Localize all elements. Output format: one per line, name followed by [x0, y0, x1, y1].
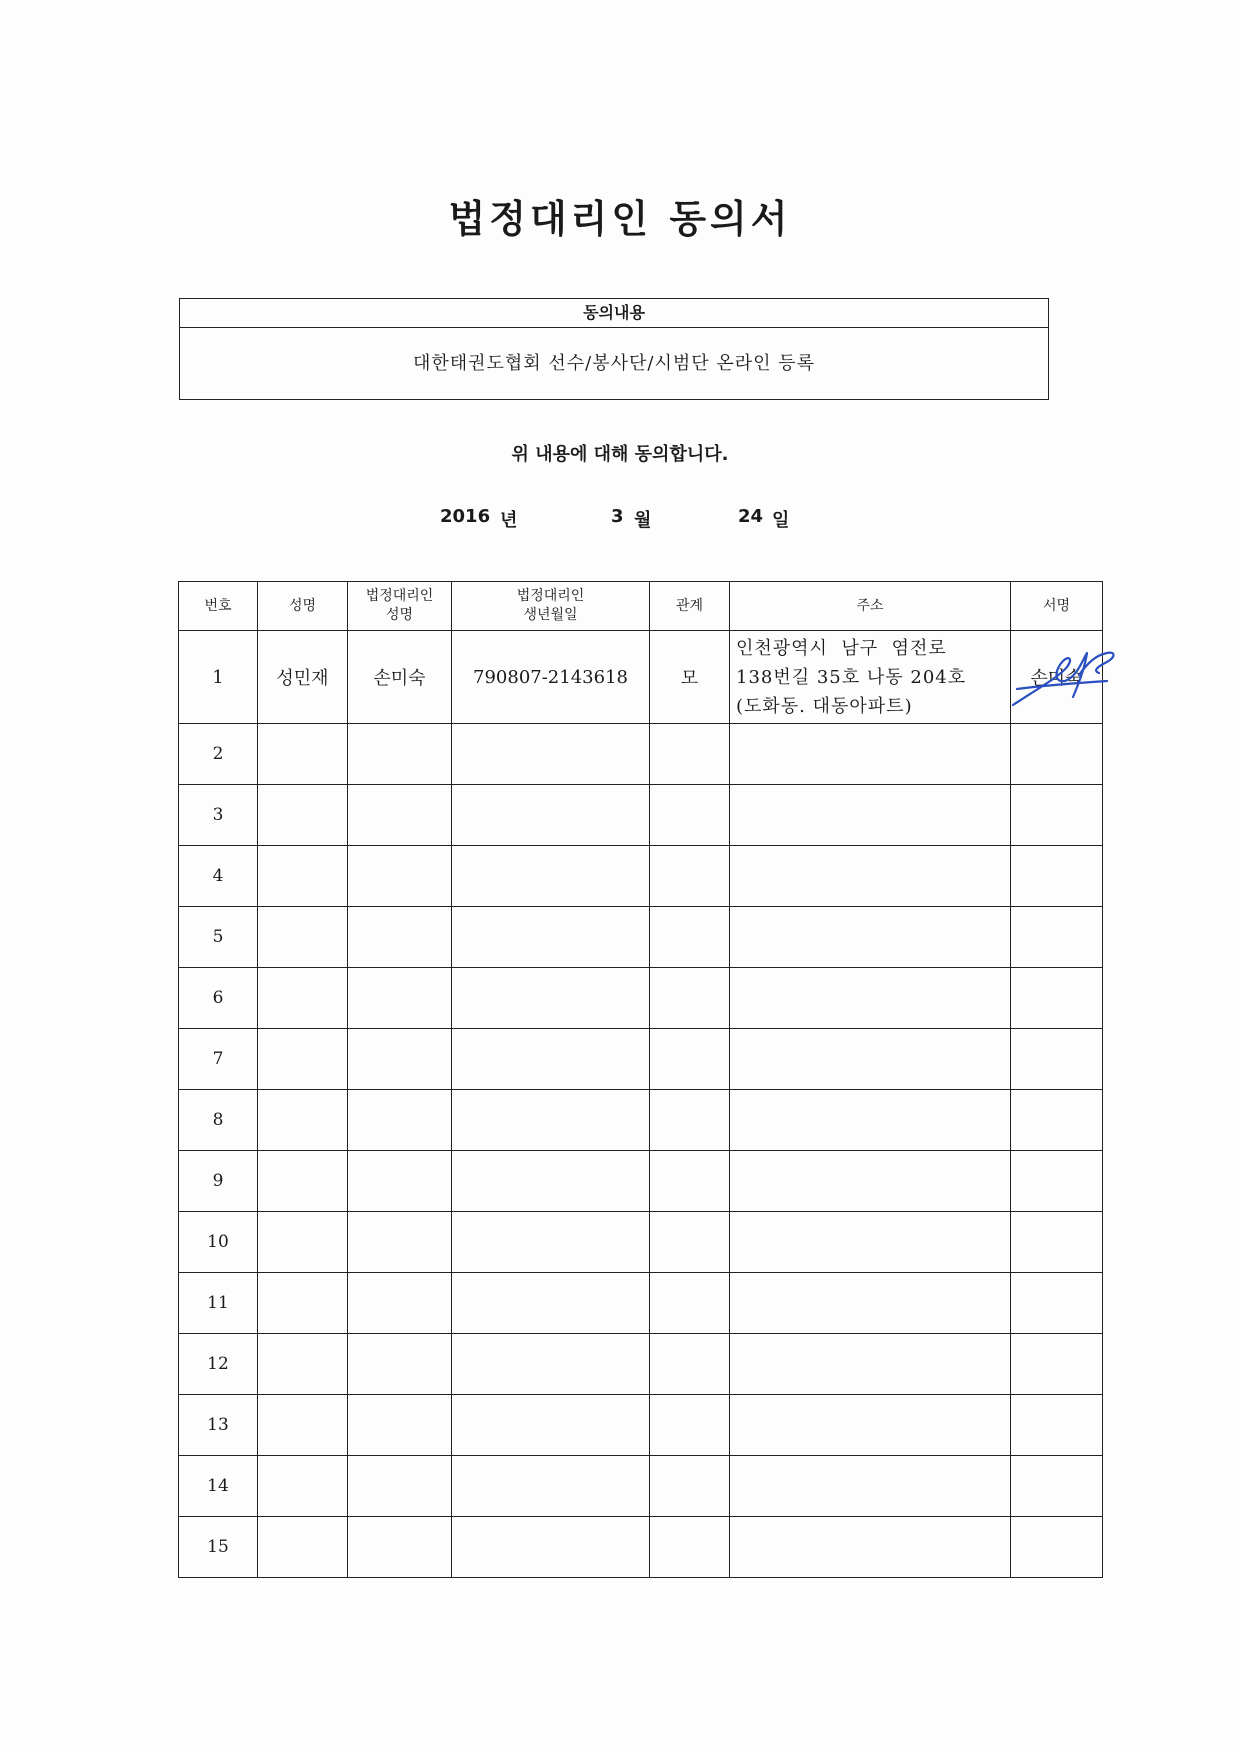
cell-rep-birth	[452, 1334, 650, 1395]
document-title: 법정대리인 동의서	[448, 197, 792, 241]
table-row	[179, 724, 1103, 785]
table-row	[179, 1090, 1103, 1151]
table-row	[179, 1456, 1103, 1517]
cell-relation	[650, 1517, 730, 1578]
cell-no: 10	[179, 1212, 258, 1273]
header-rep-birth-line1: 법정대리인	[516, 588, 585, 604]
cell-rep-birth	[452, 724, 650, 785]
address-line2: 138번길 35호 나동 204호	[736, 666, 967, 688]
cell-no: 3	[179, 785, 258, 846]
cell-relation	[650, 846, 730, 907]
cell-relation	[650, 968, 730, 1029]
cell-address	[730, 1456, 1011, 1517]
table-row	[179, 1029, 1103, 1090]
cell-address	[730, 1395, 1011, 1456]
header-rep-name-line1: 법정대리인	[365, 588, 434, 604]
cell-signature	[1011, 1212, 1103, 1273]
address-line3: (도화동. 대동아파트)	[736, 695, 913, 717]
cell-name	[258, 1212, 348, 1273]
cell-signature	[1011, 1456, 1103, 1517]
cell-no: 8	[179, 1090, 258, 1151]
cell-signature	[1011, 846, 1103, 907]
empty-rows	[179, 724, 1103, 1578]
cell-rep-name	[348, 785, 452, 846]
date-year: 2016	[440, 506, 491, 527]
table-row	[179, 907, 1103, 968]
consent-box	[179, 298, 1049, 400]
cell-rep-birth	[452, 1029, 650, 1090]
cell-address	[730, 1151, 1011, 1212]
cell-rep-birth	[452, 1456, 650, 1517]
cell-no: 15	[179, 1517, 258, 1578]
cell-relation	[650, 1395, 730, 1456]
cell-no: 5	[179, 907, 258, 968]
date-month: 3	[611, 506, 624, 527]
table-row	[179, 631, 1103, 724]
cell-address	[730, 907, 1011, 968]
cell-rep-name	[348, 907, 452, 968]
cell-relation	[650, 724, 730, 785]
header-name: 성명	[258, 582, 348, 631]
date-year-unit: 년	[500, 510, 518, 531]
cell-address	[730, 1212, 1011, 1273]
cell-signature	[1011, 724, 1103, 785]
cell-rep-birth	[452, 1151, 650, 1212]
cell-address	[730, 1273, 1011, 1334]
date-month-unit: 월	[634, 510, 652, 531]
cell-no: 4	[179, 846, 258, 907]
cell-signature	[1011, 1151, 1103, 1212]
cell-no: 14	[179, 1456, 258, 1517]
cell-rep-name	[348, 1334, 452, 1395]
cell-name	[258, 785, 348, 846]
cell-rep-name	[348, 1151, 452, 1212]
cell-name	[258, 1151, 348, 1212]
cell-address	[730, 846, 1011, 907]
cell-rep-name	[348, 1517, 452, 1578]
cell-rep-birth	[452, 846, 650, 907]
cell-rep-name: 손미숙	[348, 631, 452, 724]
cell-address	[730, 724, 1011, 785]
cell-signature	[1011, 1517, 1103, 1578]
header-rep-name	[348, 582, 452, 631]
address-line1: 인천광역시 남구 염전로	[736, 637, 947, 659]
cell-name	[258, 1395, 348, 1456]
cell-signature	[1011, 1334, 1103, 1395]
header-signature: 서명	[1011, 582, 1103, 631]
cell-relation	[650, 785, 730, 846]
cell-address	[730, 1334, 1011, 1395]
cell-signature	[1011, 907, 1103, 968]
cell-signature	[1011, 631, 1103, 724]
cell-no: 13	[179, 1395, 258, 1456]
cell-rep-name	[348, 1273, 452, 1334]
header-relation: 관계	[650, 582, 730, 631]
table-row	[179, 1273, 1103, 1334]
header-rep-birth	[452, 582, 650, 631]
cell-address	[730, 785, 1011, 846]
cell-address	[730, 631, 1011, 724]
cell-no: 7	[179, 1029, 258, 1090]
cell-no: 1	[179, 631, 258, 724]
cell-signature	[1011, 1090, 1103, 1151]
cell-rep-name	[348, 1395, 452, 1456]
cell-rep-birth	[452, 1395, 650, 1456]
registration-table	[178, 581, 1103, 1578]
cell-name	[258, 1334, 348, 1395]
handwritten-signature-icon	[1007, 627, 1127, 727]
cell-relation	[650, 1090, 730, 1151]
agreement-statement: 위 내용에 대해 동의합니다.	[511, 444, 729, 465]
cell-rep-birth	[452, 785, 650, 846]
cell-rep-birth	[452, 1090, 650, 1151]
cell-no: 2	[179, 724, 258, 785]
table-row	[179, 1517, 1103, 1578]
cell-relation	[650, 1456, 730, 1517]
cell-name	[258, 724, 348, 785]
header-address: 주소	[730, 582, 1011, 631]
cell-rep-name	[348, 1029, 452, 1090]
cell-relation	[650, 1029, 730, 1090]
cell-address	[730, 968, 1011, 1029]
date-day: 24	[738, 506, 764, 527]
cell-rep-name	[348, 724, 452, 785]
cell-no: 6	[179, 968, 258, 1029]
header-rep-birth-line2: 생년월일	[523, 607, 578, 623]
cell-relation	[650, 907, 730, 968]
cell-rep-name	[348, 1212, 452, 1273]
cell-rep-name	[348, 968, 452, 1029]
cell-relation	[650, 1334, 730, 1395]
cell-name	[258, 1090, 348, 1151]
table-row	[179, 1334, 1103, 1395]
cell-signature	[1011, 1029, 1103, 1090]
cell-rep-birth	[452, 1517, 650, 1578]
cell-address	[730, 1090, 1011, 1151]
cell-name	[258, 1456, 348, 1517]
table-row	[179, 1151, 1103, 1212]
cell-name	[258, 907, 348, 968]
cell-rep-birth: 790807-2143618	[452, 631, 650, 724]
table-row	[179, 968, 1103, 1029]
cell-no: 12	[179, 1334, 258, 1395]
cell-relation	[650, 1212, 730, 1273]
cell-no: 11	[179, 1273, 258, 1334]
cell-rep-name	[348, 846, 452, 907]
table-row	[179, 1395, 1103, 1456]
cell-rep-birth	[452, 907, 650, 968]
consent-text: 대한태권도협회 선수/봉사단/시범단 온라인 등록	[412, 353, 816, 374]
cell-relation: 모	[650, 631, 730, 724]
cell-name	[258, 1273, 348, 1334]
table-row	[179, 846, 1103, 907]
cell-name	[258, 846, 348, 907]
cell-name	[258, 968, 348, 1029]
signature-name: 손미숙	[1030, 668, 1083, 689]
date-day-unit: 일	[772, 510, 790, 531]
cell-rep-birth	[452, 1212, 650, 1273]
cell-name: 성민재	[258, 631, 348, 724]
cell-name	[258, 1029, 348, 1090]
cell-relation	[650, 1151, 730, 1212]
cell-address	[730, 1517, 1011, 1578]
cell-rep-name	[348, 1456, 452, 1517]
cell-rep-birth	[452, 968, 650, 1029]
cell-signature	[1011, 968, 1103, 1029]
cell-rep-name	[348, 1090, 452, 1151]
consent-header: 동의내용	[180, 299, 1048, 328]
cell-signature	[1011, 785, 1103, 846]
cell-rep-birth	[452, 1273, 650, 1334]
cell-name	[258, 1517, 348, 1578]
cell-address	[730, 1029, 1011, 1090]
header-no: 번호	[179, 582, 258, 631]
table-row	[179, 785, 1103, 846]
cell-signature	[1011, 1273, 1103, 1334]
cell-no: 9	[179, 1151, 258, 1212]
table-row	[179, 1212, 1103, 1273]
header-rep-name-line2: 성명	[385, 607, 414, 623]
table-header-row	[179, 582, 1103, 631]
cell-relation	[650, 1273, 730, 1334]
cell-signature	[1011, 1395, 1103, 1456]
